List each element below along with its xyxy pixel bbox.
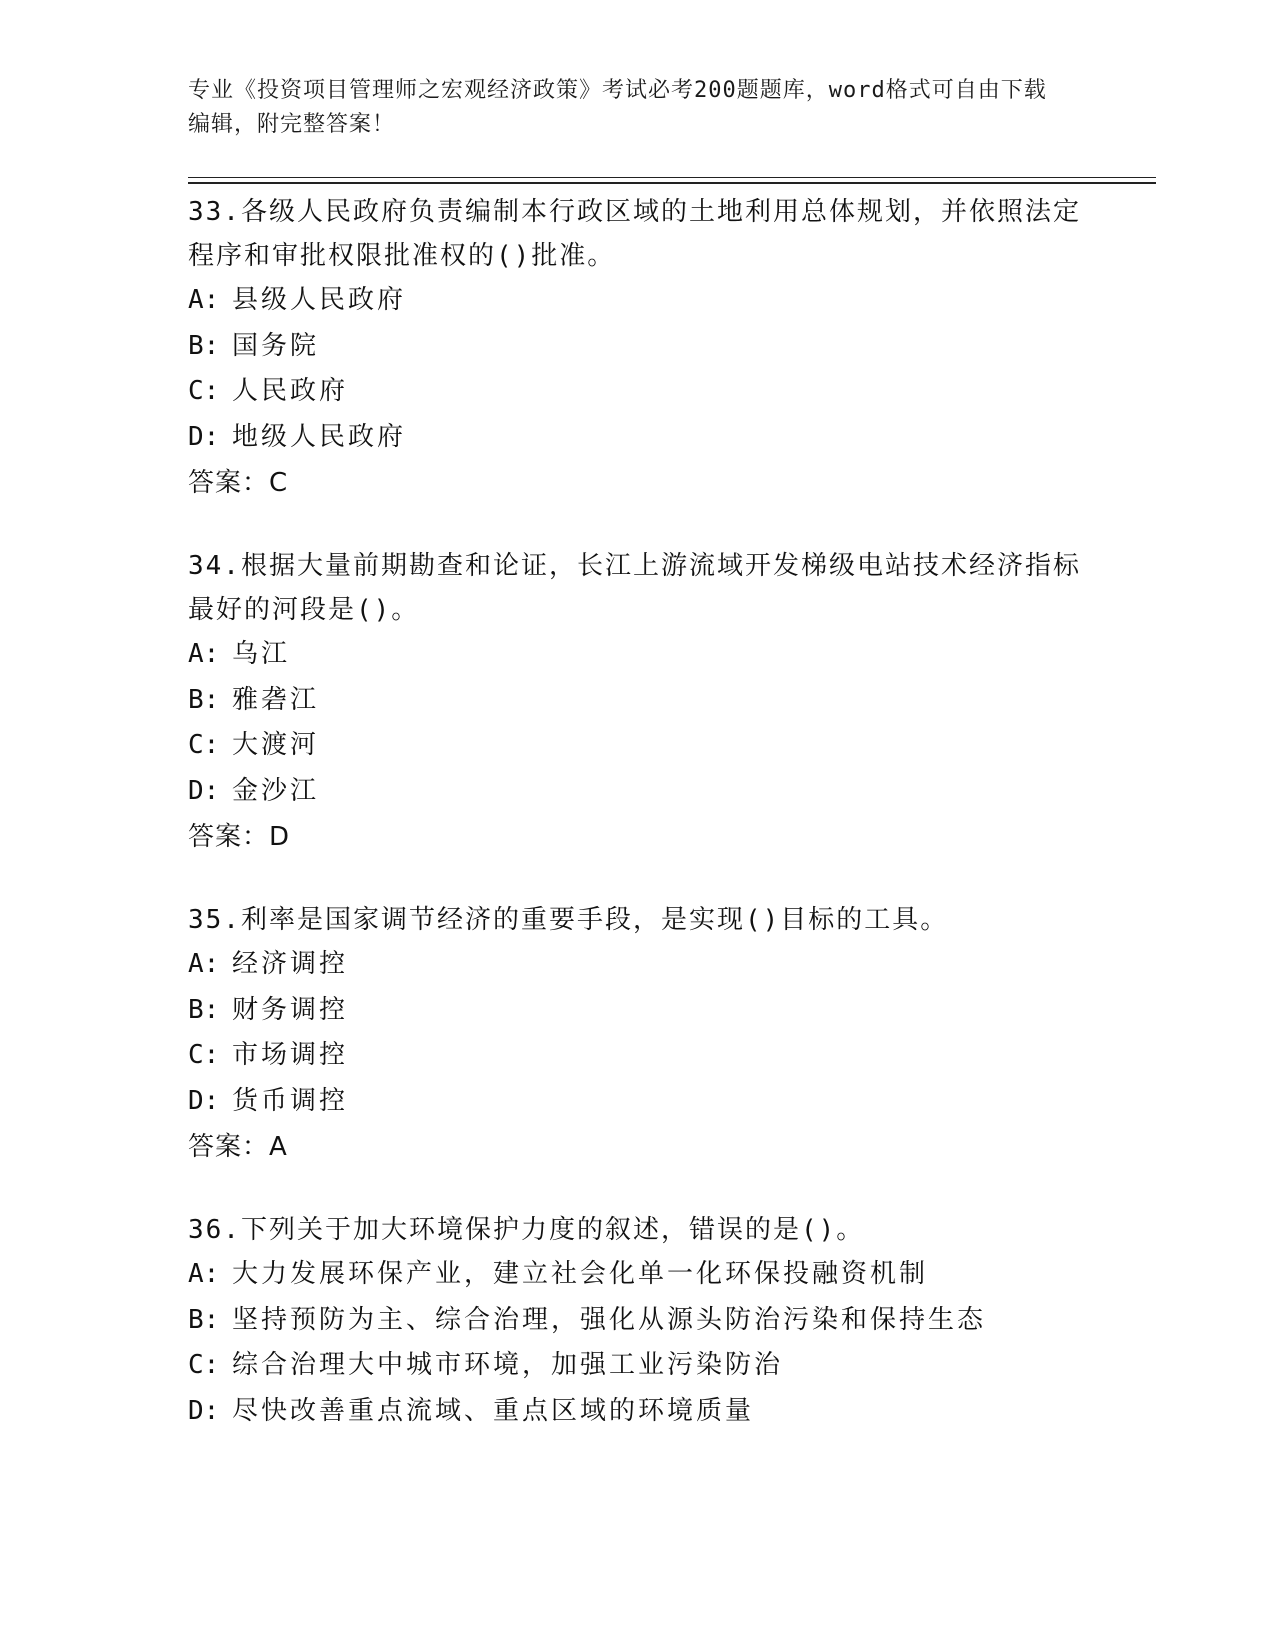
option-text: 金沙江 — [232, 775, 320, 806]
option-a — [188, 632, 1088, 678]
option-key: C: — [188, 1040, 220, 1070]
answer-line: 答案：D — [188, 822, 291, 852]
option-text: 人民政府 — [232, 376, 349, 406]
option-a — [188, 1252, 1088, 1298]
option-key: D: — [188, 775, 220, 806]
option-text: 国务院 — [232, 330, 320, 361]
question-35 — [188, 898, 1088, 1170]
option-key: C: — [188, 376, 220, 406]
option-d — [188, 769, 1088, 815]
option-key: A: — [188, 1259, 220, 1289]
option-c — [188, 369, 1088, 415]
option-text: 财务调控 — [232, 994, 349, 1025]
option-text: 尽快改善重点流域、重点区域的环境质量 — [232, 1395, 755, 1426]
option-text: 地级人民政府 — [232, 421, 407, 452]
question-33 — [188, 190, 1088, 506]
option-key: B: — [188, 994, 220, 1025]
option-c — [188, 1033, 1088, 1079]
option-key: A: — [188, 639, 220, 669]
question-stem: 36.下列关于加大环境保护力度的叙述，错误的是()。 — [188, 1215, 865, 1245]
option-key: A: — [188, 949, 220, 979]
option-key: A: — [188, 285, 220, 315]
option-key: C: — [188, 730, 220, 760]
option-b — [188, 988, 1088, 1034]
option-text: 市场调控 — [232, 1040, 349, 1070]
option-text: 大渡河 — [232, 730, 320, 760]
option-b — [188, 324, 1088, 370]
option-text: 货币调控 — [232, 1085, 349, 1116]
question-stem: 33.各级人民政府负责编制本行政区域的土地利用总体规划，并依照法定程序和审批权限批准权的()批准。 — [188, 197, 1081, 271]
option-a — [188, 942, 1088, 988]
option-d — [188, 1389, 1088, 1435]
option-text: 综合治理大中城市环境，加强工业污染防治 — [232, 1350, 784, 1380]
answer-line: 答案：C — [188, 468, 289, 498]
question-stem: 35.利率是国家调节经济的重要手段，是实现()目标的工具。 — [188, 905, 949, 935]
option-b — [188, 678, 1088, 724]
question-stem: 34.根据大量前期勘查和论证，长江上游流域开发梯级电站技术经济指标最好的河段是()。 — [188, 551, 1081, 625]
document-header: 专业《投资项目管理师之宏观经济政策》考试必考200题题库，word格式可自由下载编辑，附完整答案！ — [188, 78, 1047, 137]
option-text: 大力发展环保产业，建立社会化单一化环保投融资机制 — [232, 1259, 929, 1289]
option-text: 坚持预防为主、综合治理，强化从源头防治污染和保持生态 — [232, 1304, 987, 1335]
option-text: 乌江 — [232, 639, 291, 669]
option-text: 雅砻江 — [232, 684, 320, 715]
option-key: B: — [188, 684, 220, 715]
option-d — [188, 1079, 1088, 1125]
question-34 — [188, 544, 1088, 860]
option-key: D: — [188, 1085, 220, 1116]
question-list — [188, 190, 1088, 1472]
option-key: D: — [188, 421, 220, 452]
header-divider-thin — [188, 177, 1156, 178]
option-d — [188, 415, 1088, 461]
option-c — [188, 723, 1088, 769]
option-key: D: — [188, 1395, 220, 1426]
option-key: B: — [188, 330, 220, 361]
option-a — [188, 278, 1088, 324]
option-b — [188, 1298, 1088, 1344]
option-key: C: — [188, 1350, 220, 1380]
answer-line: 答案：A — [188, 1132, 288, 1162]
option-text: 经济调控 — [232, 949, 349, 979]
option-c — [188, 1343, 1088, 1389]
question-36 — [188, 1208, 1088, 1434]
option-text: 县级人民政府 — [232, 285, 407, 315]
header-divider-thick — [188, 182, 1156, 184]
option-key: B: — [188, 1304, 220, 1335]
